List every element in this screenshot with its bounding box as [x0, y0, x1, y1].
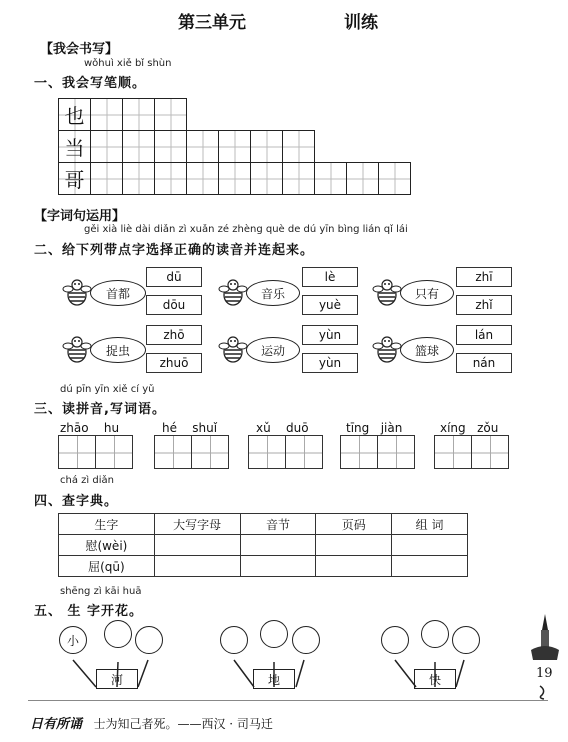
pinyin-option[interactable]: nán [456, 353, 512, 373]
pinyin-option[interactable]: yuè [302, 295, 358, 315]
stroke-cell[interactable] [154, 98, 187, 131]
table-cell[interactable] [392, 535, 468, 556]
write-cell[interactable] [434, 435, 472, 469]
stroke-cell[interactable] [346, 162, 379, 195]
footer-divider [28, 700, 548, 701]
question-2-title: 二、给下列带点字选择正确的读音并连起来。 [34, 243, 315, 258]
flower-petal[interactable] [104, 620, 132, 648]
flower-petal[interactable] [220, 626, 248, 654]
pinyin-syllable: jiàn [380, 421, 403, 435]
question-2-pinyin: gěi xià liè dài diǎn zì xuǎn zé zhèng què de dú yīn bìng lián qǐ lái [84, 224, 408, 235]
pinyin-option[interactable]: yùn [302, 353, 358, 373]
table-cell[interactable] [240, 556, 316, 577]
section-heading-usage: 【字词句运用】 [34, 209, 126, 224]
stroke-cell[interactable] [90, 130, 123, 163]
flower-petal[interactable] [260, 620, 288, 648]
bee-icon [372, 334, 402, 364]
flower-petal[interactable] [292, 626, 320, 654]
write-cell[interactable] [285, 435, 323, 469]
pencil-cup-icon [528, 612, 562, 662]
page-flourish-icon [536, 684, 550, 700]
stroke-cell[interactable] [122, 98, 155, 131]
word-oval: 捉虫 [90, 337, 146, 363]
word-oval: 只有 [400, 280, 454, 306]
footer [30, 713, 273, 732]
word-pinyin [60, 421, 136, 435]
question-3-title: 三、读拼音,写词语。 [34, 402, 166, 417]
table-cell[interactable] [316, 535, 392, 556]
table-cell[interactable] [316, 556, 392, 577]
pinyin-syllable: hu [103, 421, 120, 435]
stroke-cell[interactable] [218, 130, 251, 163]
question-1-title: 一、我会写笔顺。 [34, 76, 147, 91]
word-oval: 首都 [90, 280, 146, 306]
page-title: 第三单元 [178, 13, 246, 33]
stroke-cell[interactable] [250, 162, 283, 195]
word-oval: 音乐 [246, 280, 300, 306]
table-cell[interactable] [392, 556, 468, 577]
pinyin-syllable: hé [162, 421, 177, 435]
word-pinyin [440, 421, 498, 435]
pinyin-syllable: zhāo [60, 421, 89, 435]
stroke-cell[interactable] [378, 162, 411, 195]
write-cell[interactable] [377, 435, 415, 469]
word-write-grid [154, 435, 228, 469]
flower-pot: 河 [96, 669, 138, 689]
table-cell[interactable] [154, 556, 240, 577]
write-cell[interactable] [340, 435, 378, 469]
write-cell[interactable] [95, 435, 133, 469]
bee-icon [62, 334, 92, 364]
word-write-grid [58, 435, 132, 469]
stroke-cell[interactable] [282, 162, 315, 195]
section-heading-writing: 【我会书写】 [40, 42, 119, 57]
bee-icon [62, 277, 92, 307]
stroke-cell[interactable] [314, 162, 347, 195]
write-cell[interactable] [58, 435, 96, 469]
stroke-cell[interactable] [186, 130, 219, 163]
pinyin-syllable: duō [285, 421, 309, 435]
stroke-cell[interactable] [90, 98, 123, 131]
page-title-suffix: 训练 [344, 13, 378, 33]
word-oval: 篮球 [400, 337, 454, 363]
word-pinyin [162, 421, 217, 435]
flower-petal[interactable] [452, 626, 480, 654]
stroke-cell[interactable] [250, 130, 283, 163]
stroke-cell[interactable] [154, 162, 187, 195]
stroke-char: 当 [58, 130, 91, 163]
flower-petal[interactable] [135, 626, 163, 654]
table-cell[interactable] [154, 535, 240, 556]
stroke-grid-row-3 [58, 162, 410, 195]
bee-icon [372, 277, 402, 307]
question-3-pinyin: dú pīn yīn xiě cí yǔ [60, 384, 155, 395]
question-4-pinyin: chá zì diǎn [60, 475, 114, 486]
write-cell[interactable] [154, 435, 192, 469]
stroke-cell[interactable] [154, 130, 187, 163]
pinyin-syllable: tīng [346, 421, 370, 435]
pinyin-syllable: zǒu [477, 421, 499, 435]
write-cell[interactable] [191, 435, 229, 469]
stroke-cell[interactable] [122, 130, 155, 163]
stroke-char: 哥 [58, 162, 91, 195]
stroke-char: 也 [58, 98, 91, 131]
table-header-cell: 音节 [240, 514, 316, 535]
bee-icon [218, 277, 248, 307]
pinyin-option[interactable]: zhǐ [456, 295, 512, 315]
flower-petal[interactable] [421, 620, 449, 648]
pinyin-option[interactable]: lè [302, 267, 358, 287]
footer-label: 日有所诵 [30, 717, 83, 732]
word-write-grid [340, 435, 414, 469]
pinyin-option[interactable]: zhī [456, 267, 512, 287]
flower-petal[interactable]: 小 [59, 626, 87, 654]
stroke-cell[interactable] [282, 130, 315, 163]
pinyin-option[interactable]: dōu [146, 295, 202, 315]
write-cell[interactable] [248, 435, 286, 469]
pinyin-option[interactable]: dū [146, 267, 202, 287]
table-cell[interactable] [240, 535, 316, 556]
bee-icon [218, 334, 248, 364]
write-cell[interactable] [471, 435, 509, 469]
table-header-cell: 生字 [59, 514, 155, 535]
word-write-grid [434, 435, 508, 469]
flower-pot: 地 [253, 669, 295, 689]
stroke-grid-row-2 [58, 130, 314, 163]
pinyin-option[interactable]: lán [456, 325, 512, 345]
stroke-cell[interactable] [186, 162, 219, 195]
table-cell: 慰(wèi) [59, 535, 155, 556]
dictionary-table [58, 513, 468, 577]
table-cell: 屈(qū) [59, 556, 155, 577]
table-row [59, 556, 468, 577]
table-header-cell: 大写字母 [154, 514, 240, 535]
stroke-cell[interactable] [218, 162, 251, 195]
pinyin-syllable: xǔ [256, 421, 271, 435]
question-1-pinyin: wǒhuì xiě bǐ shùn [84, 58, 172, 69]
question-5-title: 五、 生 字开花。 [34, 604, 144, 619]
table-row [59, 535, 468, 556]
word-pinyin [346, 421, 402, 435]
word-pinyin [256, 421, 309, 435]
word-write-grid [248, 435, 322, 469]
flower-petal[interactable] [381, 626, 409, 654]
page-number: 19 [536, 666, 553, 681]
stroke-cell[interactable] [122, 162, 155, 195]
table-header-row [59, 514, 468, 535]
pinyin-option[interactable]: yùn [302, 325, 358, 345]
table-header-cell: 组 词 [392, 514, 468, 535]
word-oval: 运动 [246, 337, 300, 363]
pinyin-option[interactable]: zhuō [146, 353, 202, 373]
flower-pot: 快 [414, 669, 456, 689]
question-5-pinyin: shēng zì kāi huā [60, 586, 142, 597]
pinyin-option[interactable]: zhō [146, 325, 202, 345]
question-4-title: 四、查字典。 [34, 494, 119, 509]
pinyin-syllable: shuǐ [192, 421, 218, 435]
stroke-grid-row-1 [58, 98, 186, 131]
pinyin-syllable: xíng [440, 421, 466, 435]
footer-quote: 士为知己者死。——西汉 · 司马迁 [93, 717, 273, 731]
stroke-cell[interactable] [90, 162, 123, 195]
table-header-cell: 页码 [316, 514, 392, 535]
